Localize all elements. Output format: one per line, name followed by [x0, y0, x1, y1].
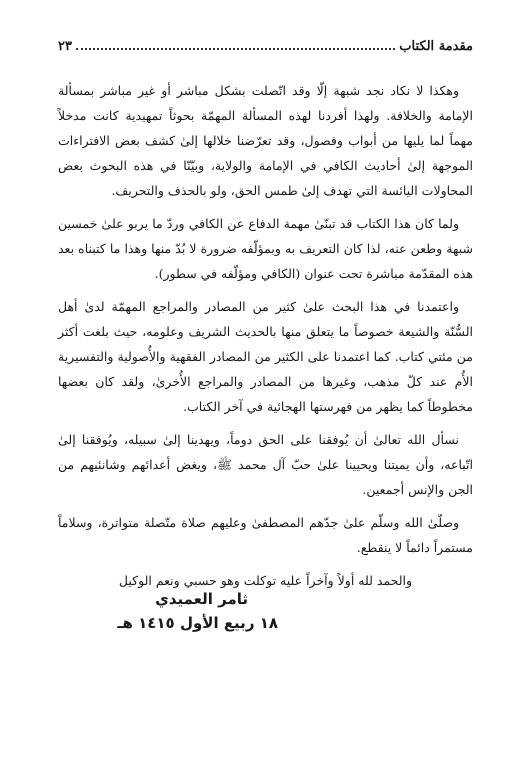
paragraph: وهكذا لا نكاد نجد شبهة إلّا وقد اتّصلت بشكل مباشر أو غير مباشر بمسألة الإمامة والخلافة. ولهذا أفردنا لهذه المسألة المهمّة بحوثاً تمهيدية كانت مدخلاً مهماً لما يليها من أبواب وفصول، وقد تعرّضنا خلالها إلىٰ كشف بعض الافتراءات الموجهة إلىٰ أحاديث الكافي في الإمامة والولاية، وبيّنّا في هذه البحوث بعض المحاولات اليائسة التي تهدف إلىٰ طمس الحق، ولو بالحذف والتحريف.	[58, 83, 473, 198]
page-number: ٢٣	[58, 39, 72, 54]
page-header	[58, 36, 473, 54]
paragraph: واعتمدنا في هذا البحث علىٰ كثير من المصادر والمراجع المهمّة لدىٰ أهل السُّنّة والشيعة خصوصاً ما يتعلق منها بالحديث الشريف وعلومه، حيث بلغت أكثر من مئتي كتاب. كما اعتمدنا على الكثير من المصادر الفقهية والأُصولية والتفسيرية الأُم عند كلّ مذهب، وغيرها من المصادر والمراجع الأُخرىٰ، ولقد كان بعضها مخطوطاً كما يظهر من فهرستها الهجائية في آخر الكتاب.	[58, 299, 473, 414]
paragraph: وصلّىٰ الله وسلّم علىٰ جدّهم المصطفىٰ وعليهم صلاة متّصلة متواترة، وسلاماً مستمراً دائماً لا ينقطع.	[58, 515, 473, 555]
signature-block	[58, 588, 278, 636]
closing-line: والحمد لله أولاً وآخراً عليه توكلت وهو حسبي ونعم الوكيل	[118, 573, 413, 588]
page-body	[58, 78, 473, 601]
paragraph: نسأل الله تعالىٰ أن يُوفقنا على الحق دوماً، ويهدينا إلىٰ سبيله، ويُوفقنا إلىٰ اتّباعه، وأن يميتنا ويحيينا علىٰ حبّ آل محمد ﷺ، ويغض أعدائهم وشانئيهم من الجن والإنس أجمعين.	[58, 432, 473, 497]
signature-date: ١٨ ربيع الأول ١٤١٥ هـ	[117, 614, 278, 632]
running-title: مقدمة الكتاب	[399, 39, 473, 54]
leader-dots	[76, 47, 395, 50]
author-name: ثامر العميدي	[155, 590, 248, 608]
paragraph: ولما كان هذا الكتاب قد تبنّىٰ مهمة الدفاع عن الكافي وردّ ما يربو علىٰ خمسين شبهة وطعن عنه، لذا كان التعريف به وبمؤلّفه ضرورة لا بُدّ منها وهذا ما كتبناه بعد هذه المقدّمة مباشرة تحت عنوان (الكافي ومؤلّفه في سطور).	[58, 216, 473, 281]
